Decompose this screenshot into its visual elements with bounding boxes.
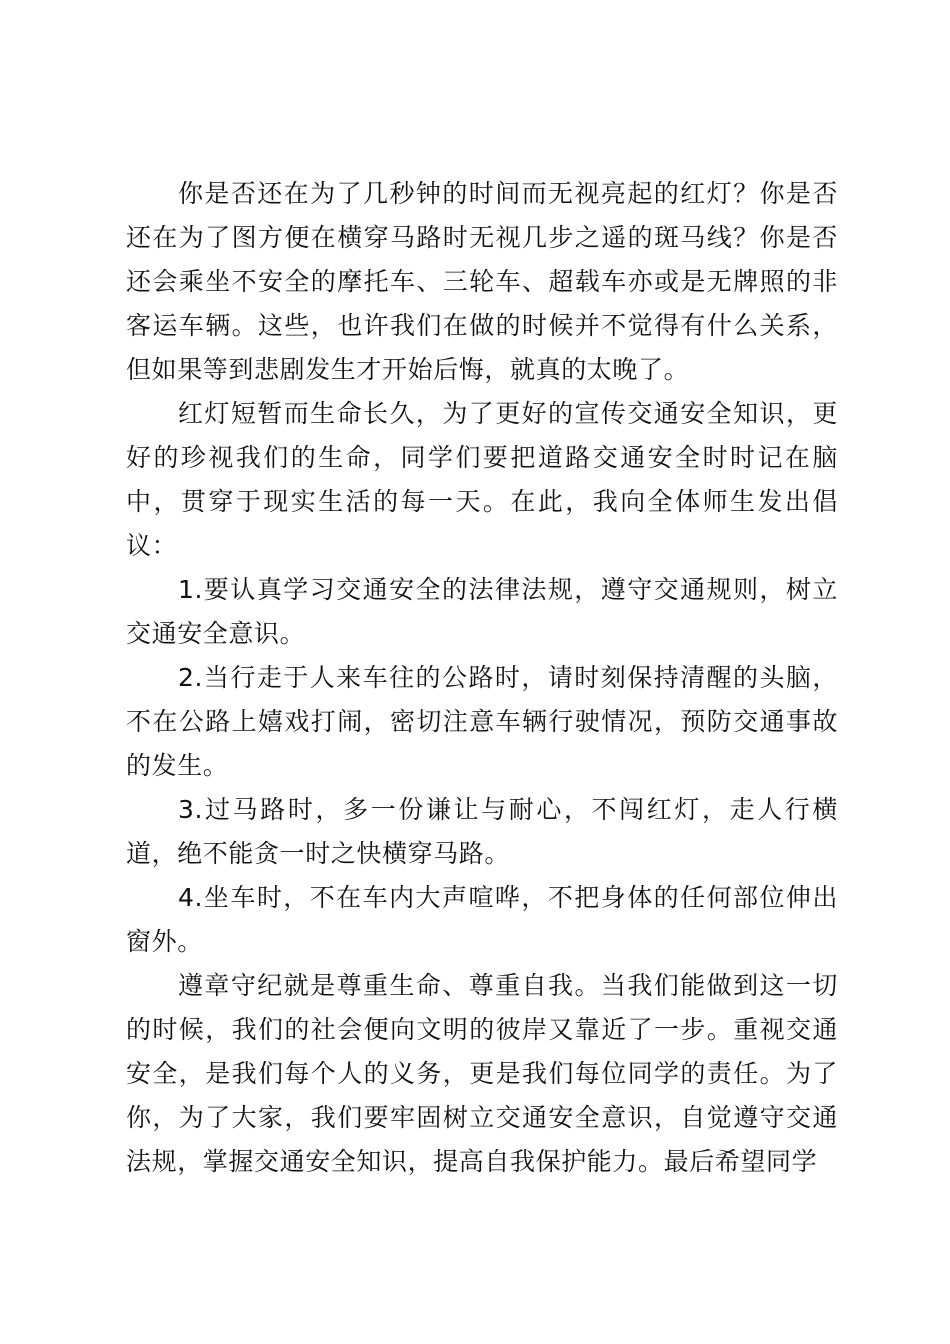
list-item-4: 4.坐车时，不在车内大声喧哗，不把身体的任何部位伸出窗外。 xyxy=(126,883,838,956)
list-item-1: 1.要认真学习交通安全的法律法规，遵守交通规则，树立交通安全意识。 xyxy=(126,575,838,648)
document-body xyxy=(126,172,838,1184)
list-item-3: 3.过马路时，多一份谦让与耐心，不闯红灯，走人行横道，绝不能贪一时之快横穿马路。 xyxy=(126,795,838,868)
paragraph-intro: 你是否还在为了几秒钟的时间而无视亮起的红灯？你是否还在为了图方便在横穿马路时无视几步之遥的斑马线？你是否还会乘坐不安全的摩托车、三轮车、超载车亦或是无牌照的非客运车辆。这些，也许我们在做的时候并不觉得有什么关系，但如果等到悲剧发生才开始后悔，就真的太晚了。 xyxy=(126,179,838,384)
paragraph-proposal: 红灯短暂而生命长久，为了更好的宣传交通安全知识，更好的珍视我们的生命，同学们要把道路交通安全时时记在脑中，贯穿于现实生活的每一天。在此，我向全体师生发出倡议： xyxy=(126,399,838,560)
paragraph-conclusion: 遵章守纪就是尊重生命、尊重自我。当我们能做到这一切的时候，我们的社会便向文明的彼岸又靠近了一步。重视交通安全，是我们每个人的义务，更是我们每位同学的责任。为了你，为了大家，我们要牢固树立交通安全意识，自觉遵守交通法规，掌握交通安全知识，提高自我保护能力。最后希望同学 xyxy=(126,971,838,1176)
list-item-2: 2.当行走于人来车往的公路时，请时刻保持清醒的头脑，不在公路上嬉戏打闹，密切注意车辆行驶情况，预防交通事故的发生。 xyxy=(126,663,838,780)
